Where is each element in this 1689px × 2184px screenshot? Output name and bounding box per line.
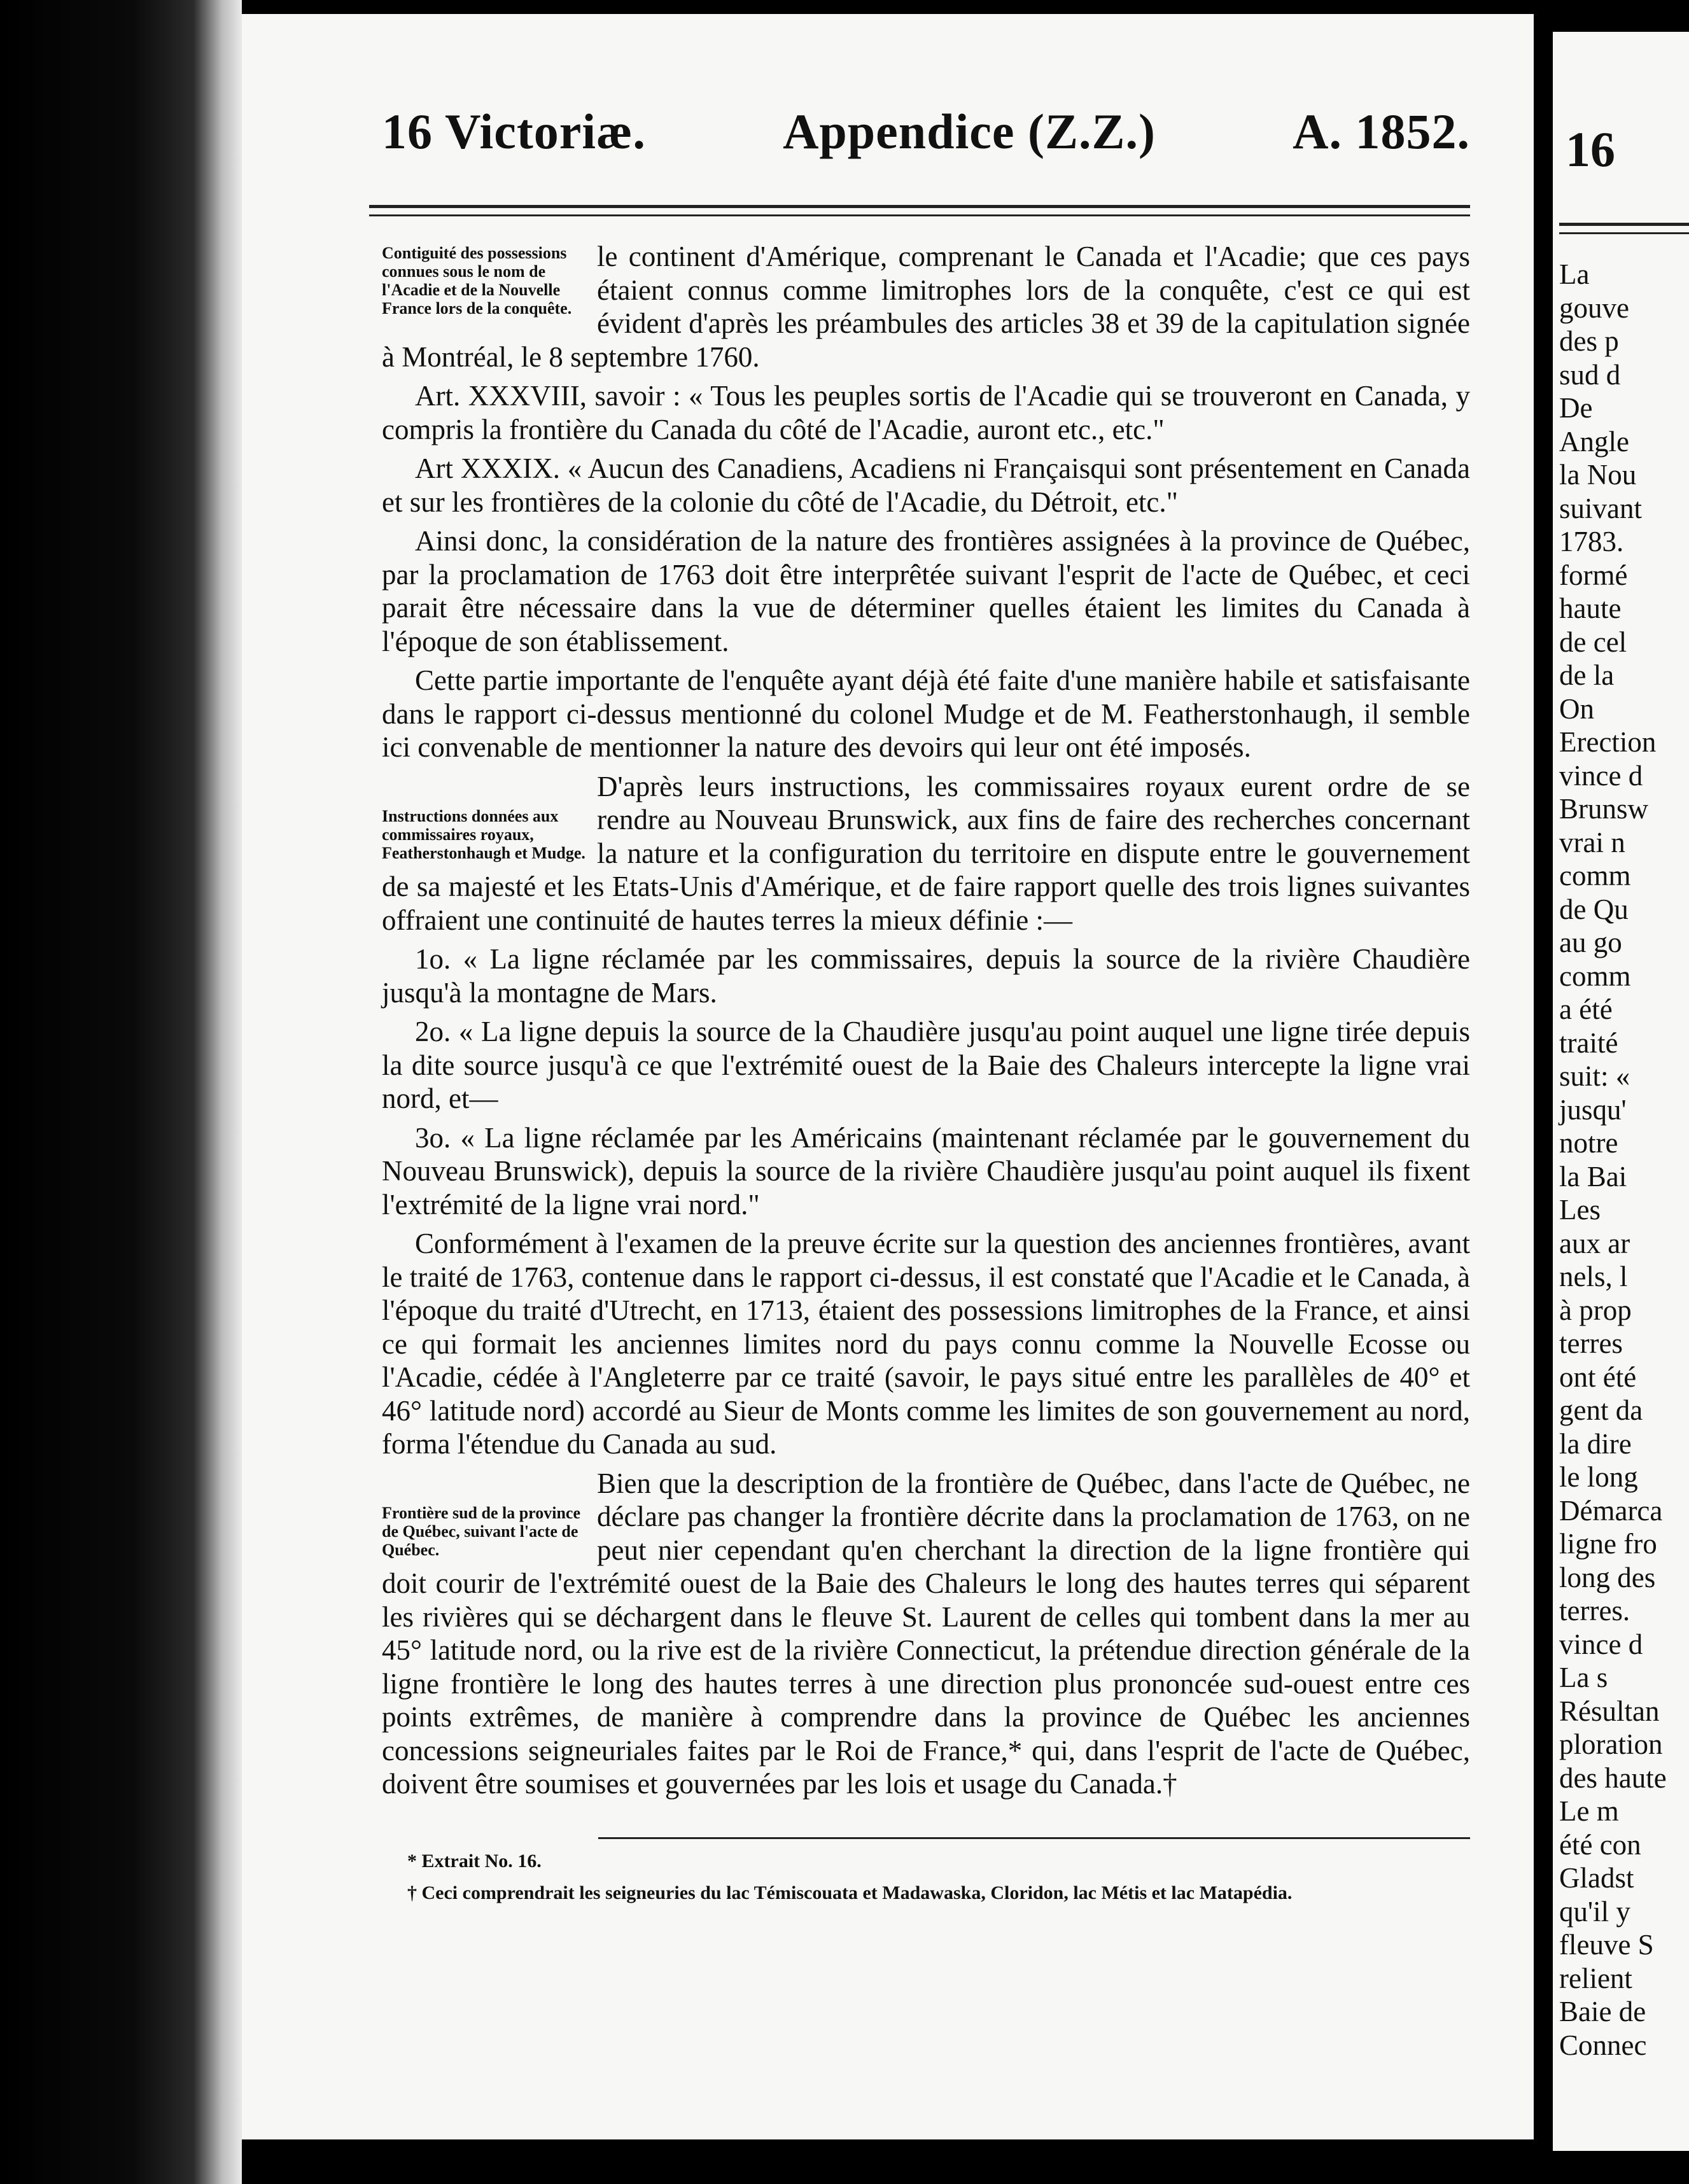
right-page-line: vince d — [1559, 1628, 1643, 1660]
right-page-line: aux ar — [1559, 1227, 1630, 1259]
header-left: 16 Victoriæ. — [382, 104, 646, 159]
right-page-line: de la — [1559, 659, 1615, 691]
right-page-line: a été — [1559, 993, 1613, 1025]
right-page-line: suivant — [1559, 492, 1642, 524]
right-page-line: traité — [1559, 1026, 1618, 1059]
right-page-line: terres — [1559, 1327, 1623, 1359]
paragraph: Frontière sud de la province de Québec, suivant l'acte de Québec. Bien que la description de la frontière de Québec, dans l'acte de Québec, ne déclare pas changer la frontière décrite dans la proclamation de 1763, on ne peut nier cependant qu'en cherchant la direction de la ligne frontière qui doit courir de l'extrémité ouest de la Baie des Chaleurs le long des hautes terres qui séparent les rivières qui se déchargent dans le fleuve St. Laurent de celles qui tombent dans la mer au 45° latitude nord, ou la rive est de la rivière Connecticut, la prétendue direction générale de la ligne frontière le long des hautes terres à une direction plus prononcée sud-ouest entre ces points extrêmes, de manière à comprendre dans la province de Québec les anciennes concessions seigneuriales faites par le Roi de France,* qui, dans l'esprit de l'acte de Québec, doivent être soumises et gouvernées par les lois et usage du Canada.† — [382, 1467, 1470, 1800]
right-page-line: haute — [1559, 592, 1622, 624]
right-page-line: jusqu' — [1559, 1093, 1627, 1126]
right-page-line: formé — [1559, 559, 1628, 591]
right-page-line: Gladst — [1559, 1862, 1634, 1894]
paragraph: Ainsi donc, la considération de la nature des frontières assignées à la province de Québec, par la proclamation de 1763 doit être interprêtée suivant l'esprit de l'acte de Québec, et ceci parait être nécessaire dans la vue de déterminer quelles étaient les limites du Canada à l'époque de son établissement. — [382, 525, 1470, 657]
right-page-line: Erection — [1559, 726, 1657, 758]
right-page-line: comm — [1559, 860, 1631, 892]
running-header — [382, 103, 1470, 173]
right-page-line: ont été — [1559, 1361, 1637, 1393]
header-right: A. 1852. — [1293, 104, 1470, 159]
right-page-line: à prop — [1559, 1294, 1632, 1326]
paragraph: Conformément à l'examen de la preuve écrite sur la question des anciennes frontières, avant le traité de 1763, contenue dans le rapport ci-dessus, il est constaté que l'Acadie et le Canada, à l'époque du traité d'Utrecht, en 1713, étaient des possessions limitrophes de la France, et ainsi ce qui formait les anciennes limites nord du pays connu comme la Nouvelle Ecosse ou l'Acadie, cédée à l'Angleterre par ce traité (savoir, le pays situé entre les parallèles de 40° et 46° latitude nord) accordé au Sieur de Monts comme les limites de son gouvernement au nord, forma l'étendue du Canada au sud. — [382, 1228, 1470, 1460]
right-page-line: comm — [1559, 960, 1631, 992]
paragraph: Art. XXXVIII, savoir : « Tous les peuples sortis de l'Acadie qui se trouveront en Canada, y compris la frontière du Canada du côté de l'Acadie, auront etc., etc." — [382, 380, 1470, 445]
footnotes — [382, 1850, 1470, 1914]
paragraph: 2o. « La ligne depuis la source de la Chaudière jusqu'au point auquel une ligne tirée depuis la dite source jusqu'à ce que l'extrémité ouest de la Baie des Chaleurs intercepte la ligne vrai nord, et— — [382, 1016, 1470, 1114]
right-page-fragment — [1553, 32, 1689, 2151]
right-page-line: le long — [1559, 1461, 1638, 1493]
left-page — [242, 14, 1534, 2139]
right-page-line: Angle — [1559, 425, 1629, 458]
header-center: Appendice (Z.Z.) — [783, 104, 1156, 159]
right-page-line: 1783. — [1559, 526, 1624, 557]
right-page-line: vince d — [1559, 759, 1643, 792]
paragraph: 3o. « La ligne réclamée par les Américains (maintenant réclamée par le gouvernement du Nouveau Brunswick), depuis la source de la rivière Chaudière jusqu'au point auquel ils fixent l'extrémité de la ligne vrai nord." — [382, 1121, 1470, 1221]
right-page-lines — [1559, 258, 1689, 2062]
body-text — [382, 240, 1470, 1807]
right-header: 16 — [1566, 122, 1615, 177]
header-rule-thin — [369, 214, 1470, 216]
right-header-rule — [1559, 223, 1689, 226]
right-page-line: long des — [1559, 1561, 1656, 1593]
right-page-line: Brunsw — [1559, 793, 1649, 825]
right-page-line: notre — [1559, 1127, 1618, 1159]
margin-note: Contiguité des possessions connues sous le nom de l'Acadie et de la Nouvelle France lors de la conquête. — [382, 244, 572, 318]
right-page-line: Démarca — [1559, 1494, 1663, 1527]
right-page-line: De — [1559, 392, 1593, 424]
footnote-rule — [598, 1837, 1470, 1839]
right-page-line: qu'il y — [1559, 1895, 1630, 1928]
right-page-line: de cel — [1559, 626, 1627, 658]
right-page-line: suit: « — [1559, 1060, 1630, 1092]
right-page-line: au go — [1559, 927, 1622, 958]
right-page-line: gent da — [1559, 1394, 1643, 1426]
right-header-rule-thin — [1559, 232, 1689, 234]
footnote: * Extrait No. 16. — [407, 1851, 542, 1872]
right-page-line: Connec — [1559, 2029, 1647, 2061]
right-page-line: relient — [1559, 1962, 1632, 1994]
right-page-line: ploration — [1559, 1728, 1663, 1760]
right-page-line: La — [1559, 258, 1590, 290]
margin-note: Frontière sud de la province de Québec, suivant l'acte de Québec. — [382, 1503, 580, 1559]
paragraph: Cette partie importante de l'enquête ayant déjà été faite d'une manière habile et satisfaisante dans le rapport ci-dessus mentionné du colonel Mudge et de M. Featherstonhaugh, il semble ici convenable de mentionner la nature des devoirs qui leur ont été imposés. — [382, 664, 1470, 763]
right-page-line: de Qu — [1559, 893, 1629, 925]
right-page-line: vrai n — [1559, 826, 1625, 858]
right-page-line: fleuve S — [1559, 1929, 1654, 1961]
right-page-line: Baie de — [1559, 1996, 1646, 2027]
right-page-line: ligne fro — [1559, 1528, 1657, 1560]
paragraph: Instructions données aux commissaires royaux, Featherstonhaugh et Mudge. D'après leurs instructions, les commissaires royaux eurent ordre de se rendre au Nouveau Brunswick, aux fins de faire des recherches concernant la nature et la configuration du territoire en dispute entre le gouvernement de sa majesté et les Etats-Unis d'Amérique, et de faire rapport quelle des trois lignes suivantes offraient une continuité de hautes terres la mieux définie :— — [382, 770, 1470, 936]
right-page-line: des haute — [1559, 1761, 1667, 1794]
margin-note: Instructions données aux commissaires royaux, Featherstonhaugh et Mudge. — [382, 806, 585, 862]
paragraph: Contiguité des possessions connues sous le nom de l'Acadie et de la Nouvelle France lors de la conquête. le continent d'Amérique, comprenant le Canada et l'Acadie; que ces pays étaient connus comme limitrophes lors de la conquête, c'est ce qui est évident d'après les préambules des articles 38 et 39 de la capitulation signée à Montréal, le 8 septembre 1760. — [382, 241, 1470, 373]
header-rule — [369, 205, 1470, 208]
right-page-line: sud d — [1559, 358, 1621, 391]
right-page-line: des p — [1559, 325, 1619, 357]
right-page-line: Les — [1559, 1194, 1601, 1226]
right-page-line: nels, l — [1559, 1261, 1628, 1292]
right-page-line: On — [1559, 692, 1594, 725]
right-page-line: La s — [1559, 1662, 1608, 1693]
right-page-line: la Nou — [1559, 459, 1637, 491]
right-page-line: la Bai — [1559, 1160, 1627, 1193]
right-page-line: la dire — [1559, 1427, 1632, 1460]
paragraph: Art XXXIX. « Aucun des Canadiens, Acadiens ni Françaisqui sont présentement en Canada et sur les frontières de la colonie du côté de l'Acadie, du Détroit, etc." — [382, 452, 1470, 518]
right-page-line: Résultan — [1559, 1695, 1660, 1727]
right-page-line: terres. — [1559, 1595, 1630, 1627]
right-page-line: été con — [1559, 1828, 1641, 1861]
book-spine — [0, 0, 242, 2184]
paragraph: 1o. « La ligne réclamée par les commissaires, depuis la source de la rivière Chaudière jusqu'à la montagne de Mars. — [382, 943, 1470, 1009]
right-page-line: gouve — [1559, 291, 1629, 324]
right-page-line: Le m — [1559, 1795, 1619, 1827]
footnote: † Ceci comprendrait les seigneuries du lac Témiscouata et Madawaska, Cloridon, lac Métis et lac Matapédia. — [407, 1882, 1293, 1903]
